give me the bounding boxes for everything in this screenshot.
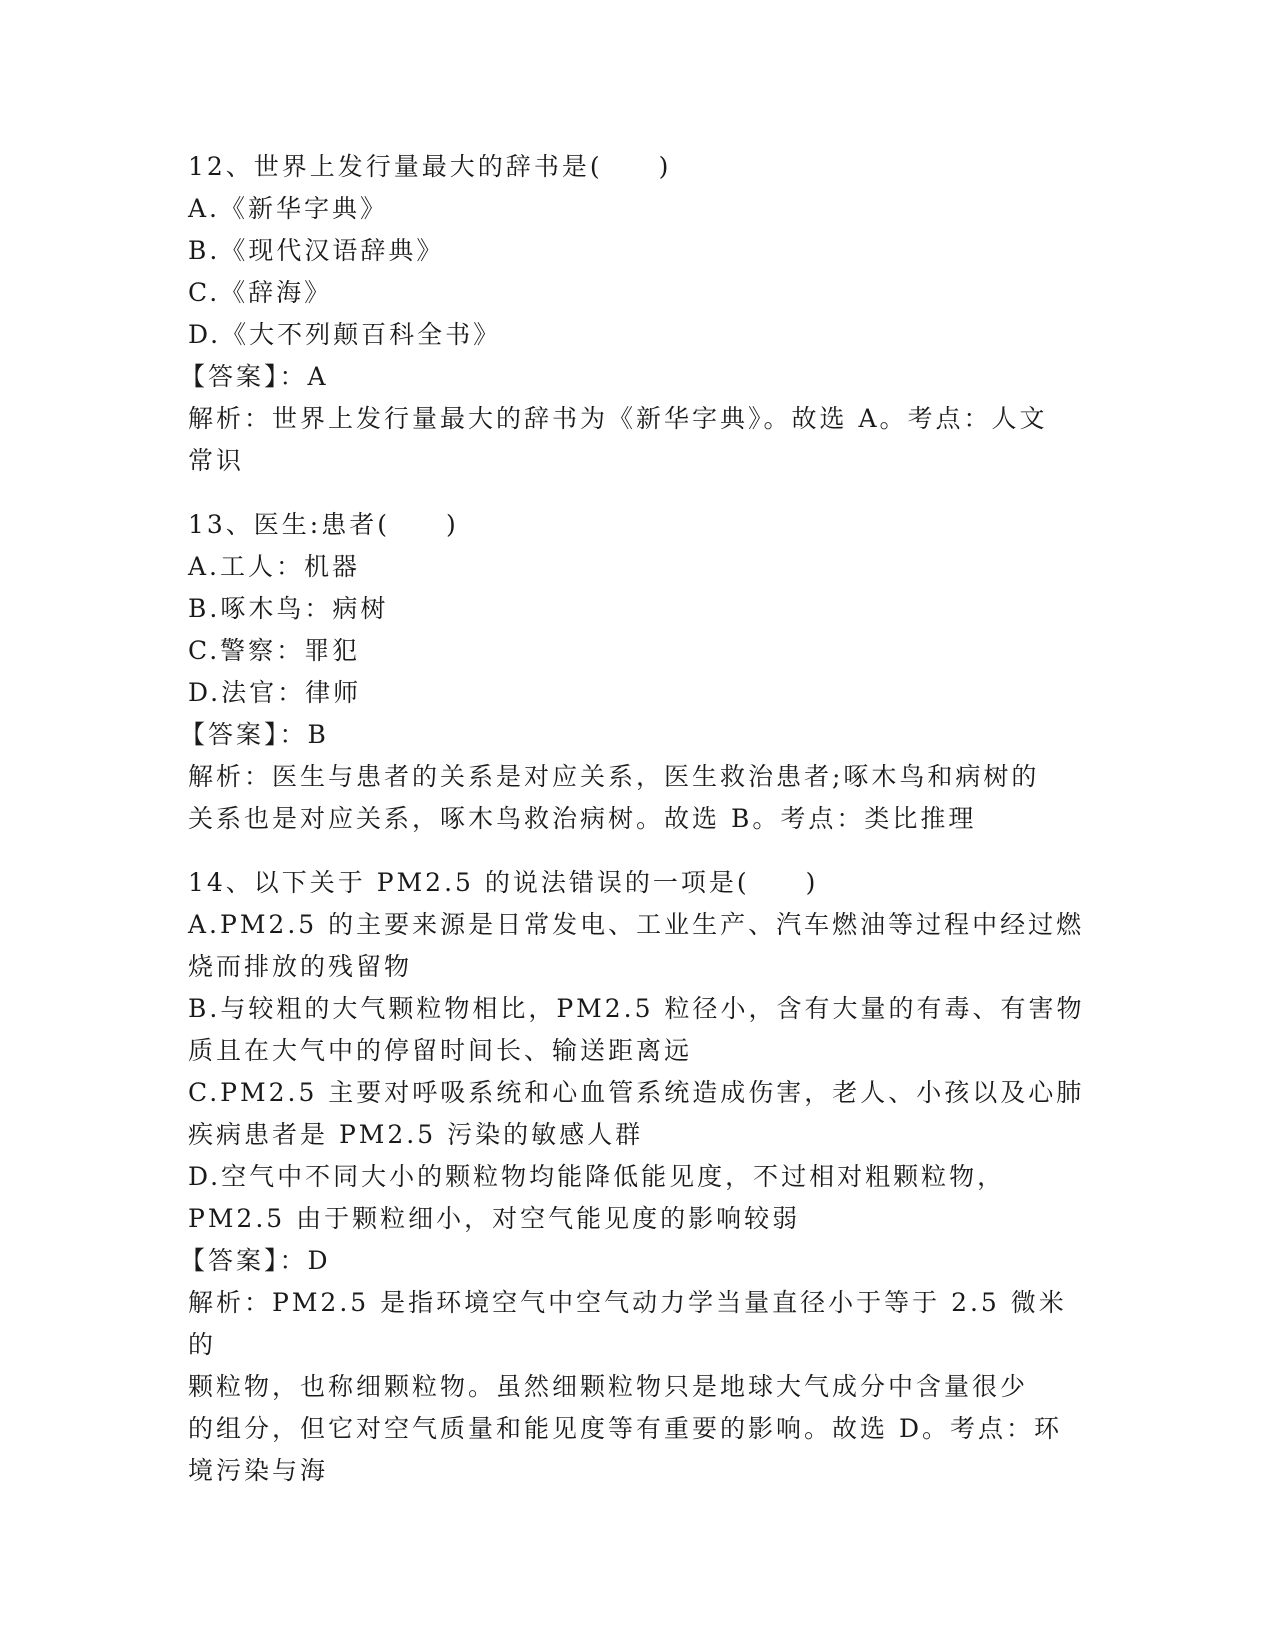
option-c: C.警察：罪犯 <box>188 636 361 665</box>
answer-line: 【答案】：A <box>180 362 329 391</box>
option-b: B.与较粗的大气颗粒物相比，PM2.5 粒径小，含有大量的有毒、有害物 <box>188 994 1085 1023</box>
option-b-cont: 质且在大气中的停留时间长、输送距离远 <box>188 1036 693 1065</box>
option-d: D.《大不列颠百科全书》 <box>188 320 502 349</box>
option-d: D.法官：律师 <box>188 678 362 707</box>
explanation-line: 常识 <box>188 446 245 475</box>
option-b: B.《现代汉语辞典》 <box>188 236 445 265</box>
option-a: A.PM2.5 的主要来源是日常发电、工业生产、汽车燃油等过程中经过燃 <box>188 910 1085 939</box>
explanation-line: 关系也是对应关系，啄木鸟救治病树。故选 B。考点：类比推理 <box>188 804 977 833</box>
explanation-line: 解析：医生与患者的关系是对应关系，医生救治患者;啄木鸟和病树的 <box>188 762 1040 791</box>
option-c-cont: 疾病患者是 PM2.5 污染的敏感人群 <box>188 1120 644 1149</box>
option-d: D.空气中不同大小的颗粒物均能降低能见度，不过相对粗颗粒物， <box>188 1162 1006 1191</box>
option-c: C.PM2.5 主要对呼吸系统和心血管系统造成伤害，老人、小孩以及心肺 <box>188 1078 1085 1107</box>
question-14 <box>180 862 1088 1492</box>
option-a: A.《新华字典》 <box>188 194 389 223</box>
question-stem: 13、医生:患者( ) <box>188 510 459 539</box>
question-stem: 14、以下关于 PM2.5 的说法错误的一项是( ) <box>188 868 819 897</box>
explanation-line: 颗粒物，也称细颗粒物。虽然细颗粒物只是地球大气成分中含量很少 <box>188 1372 1029 1401</box>
answer-line: 【答案】：D <box>180 1246 331 1275</box>
question-12 <box>180 146 1088 482</box>
explanation-line: 解析：PM2.5 是指环境空气中空气动力学当量直径小于等于 2.5 微米的 <box>188 1288 1067 1359</box>
option-a-cont: 烧而排放的残留物 <box>188 952 413 981</box>
document-page <box>180 146 1088 1514</box>
option-d-cont: PM2.5 由于颗粒细小，对空气能见度的影响较弱 <box>188 1204 801 1233</box>
question-stem: 12、世界上发行量最大的辞书是( ) <box>188 152 672 181</box>
question-13 <box>180 504 1088 840</box>
explanation-line: 境污染与海 <box>188 1456 329 1485</box>
option-a: A.工人：机器 <box>188 552 361 581</box>
option-c: C.《辞海》 <box>188 278 333 307</box>
explanation-line: 解析：世界上发行量最大的辞书为《新华字典》。故选 A。考点：人文 <box>188 404 1048 433</box>
explanation-line: 的组分，但它对空气质量和能见度等有重要的影响。故选 D。考点：环 <box>188 1414 1062 1443</box>
answer-line: 【答案】：B <box>180 720 329 749</box>
option-b: B.啄木鸟：病树 <box>188 594 389 623</box>
